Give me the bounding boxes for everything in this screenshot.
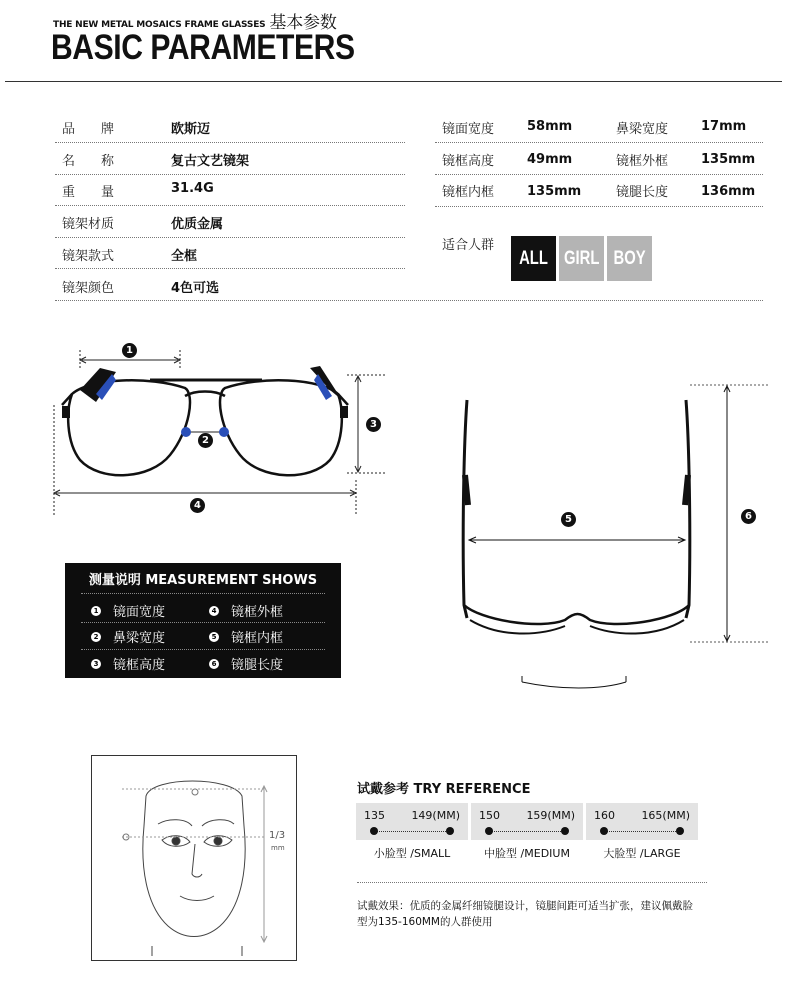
param-label-name: 名 称 [62, 154, 115, 169]
legend-number: 3 [91, 659, 101, 669]
size-end-dot [561, 827, 569, 835]
size-min: 160 [594, 809, 615, 822]
legend-text: 镜框内框 [231, 631, 284, 646]
marker-5: 5 [561, 512, 576, 527]
param-value-material: 优质金属 [171, 217, 224, 232]
row-divider [435, 142, 763, 143]
legend-item [209, 601, 283, 620]
subtitle-cn: 基本参数 [269, 13, 337, 33]
row-divider [55, 174, 405, 175]
row-divider [55, 237, 405, 238]
param-label-style: 镜架款式 [62, 249, 115, 264]
size-medium-card [471, 803, 583, 840]
param-label-brand: 品 牌 [62, 122, 115, 137]
audience-badge-all [511, 236, 556, 281]
size-large-label: 大脸型 /LARGE [603, 847, 681, 860]
param-label-lens-width: 镜面宽度 [442, 122, 495, 137]
param-value-temple-length: 136mm [701, 184, 756, 199]
legend-item [91, 627, 165, 646]
badge-label: ALL [519, 247, 548, 269]
row-divider [435, 206, 763, 207]
legend-number: 1 [91, 606, 101, 616]
size-start-dot [370, 827, 378, 835]
measurement-title: 测量说明 MEASUREMENT SHOWS [88, 573, 318, 588]
size-range-line [372, 831, 452, 832]
size-small-label: 小脸型 /SMALL [373, 847, 451, 860]
marker-6: 6 [741, 509, 756, 524]
table-bottom-divider [55, 300, 763, 301]
face-sketch [92, 756, 296, 960]
audience-badge-boy [607, 236, 652, 281]
legend-number: 2 [91, 632, 101, 642]
row-divider [55, 205, 405, 206]
size-end-dot [446, 827, 454, 835]
badge-label: GIRL [563, 247, 600, 269]
param-label-material: 镜架材质 [62, 217, 115, 232]
legend-item [91, 601, 165, 620]
row-divider [55, 268, 405, 269]
param-value-color: 4色可选 [171, 281, 220, 296]
subtitle-en: THE NEW METAL MOSAICS FRAME GLASSES [53, 20, 266, 30]
face-ratio-label: 1/3 [269, 830, 286, 841]
size-min: 135 [364, 809, 385, 822]
size-range-line [602, 831, 682, 832]
param-label-color: 镜架颜色 [62, 281, 115, 296]
face-unit-label: mm [271, 844, 285, 852]
legend-text: 镜框外框 [231, 605, 284, 620]
header-divider [5, 81, 782, 82]
size-end-dot [676, 827, 684, 835]
audience-label: 适合人群 [442, 238, 495, 253]
row-divider [435, 174, 763, 175]
size-large-card [586, 803, 698, 840]
measurement-legend [65, 563, 341, 678]
legend-number: 5 [209, 632, 219, 642]
size-small-card [356, 803, 468, 840]
audience-badge-girl [559, 236, 604, 281]
size-max: 149(MM) [411, 809, 460, 822]
legend-number: 4 [209, 606, 219, 616]
param-label-frame-inner: 镜框内框 [442, 185, 495, 200]
param-value-frame-outer: 135mm [701, 152, 756, 167]
badge-label: BOY [613, 247, 646, 269]
legend-divider [81, 622, 325, 623]
size-start-dot [600, 827, 608, 835]
face-sketch-box [91, 755, 297, 961]
param-value-name: 复古文艺镜架 [171, 154, 250, 169]
param-label-temple-length: 镜腿长度 [616, 185, 669, 200]
legend-text: 鼻梁宽度 [113, 631, 166, 646]
size-start-dot [485, 827, 493, 835]
page-title: BASIC PARAMETERS [51, 28, 355, 67]
marker-3: 3 [366, 417, 381, 432]
legend-item [209, 627, 283, 646]
legend-item [209, 654, 283, 673]
size-max: 159(MM) [526, 809, 575, 822]
size-medium-label: 中脸型 /MEDIUM [484, 847, 570, 860]
row-divider [55, 142, 405, 143]
legend-number: 6 [209, 659, 219, 669]
marker-2: 2 [198, 433, 213, 448]
param-value-style: 全框 [171, 249, 198, 264]
top-view-diagram [440, 380, 780, 690]
param-value-brand: 欧斯迈 [171, 122, 211, 137]
legend-divider [81, 593, 325, 594]
size-max: 165(MM) [641, 809, 690, 822]
param-label-bridge-width: 鼻梁宽度 [616, 122, 669, 137]
legend-text: 镜面宽度 [113, 605, 166, 620]
legend-text: 镜腿长度 [231, 658, 284, 673]
param-label-weight: 重 量 [62, 185, 115, 200]
try-reference-note: 试戴效果：优质的金属纤细镜腿设计，镜腿间距可适当扩张，建议佩戴脸型为135-160MM的人群使用 [357, 900, 693, 928]
param-label-frame-outer: 镜框外框 [616, 154, 669, 169]
param-value-lens-width: 58mm [527, 119, 573, 134]
marker-4: 4 [190, 498, 205, 513]
param-value-weight: 31.4G [171, 181, 214, 196]
legend-divider [81, 649, 325, 650]
legend-item [91, 654, 165, 673]
try-reference-title: 试戴参考 TRY REFERENCE [357, 782, 531, 797]
param-label-frame-height: 镜框高度 [442, 154, 495, 169]
size-range-line [487, 831, 567, 832]
param-value-frame-height: 49mm [527, 152, 573, 167]
size-min: 150 [479, 809, 500, 822]
param-value-frame-inner: 135mm [527, 184, 582, 199]
legend-text: 镜框高度 [113, 658, 166, 673]
param-value-bridge-width: 17mm [701, 119, 747, 134]
marker-1: 1 [122, 343, 137, 358]
reference-divider [357, 882, 707, 883]
